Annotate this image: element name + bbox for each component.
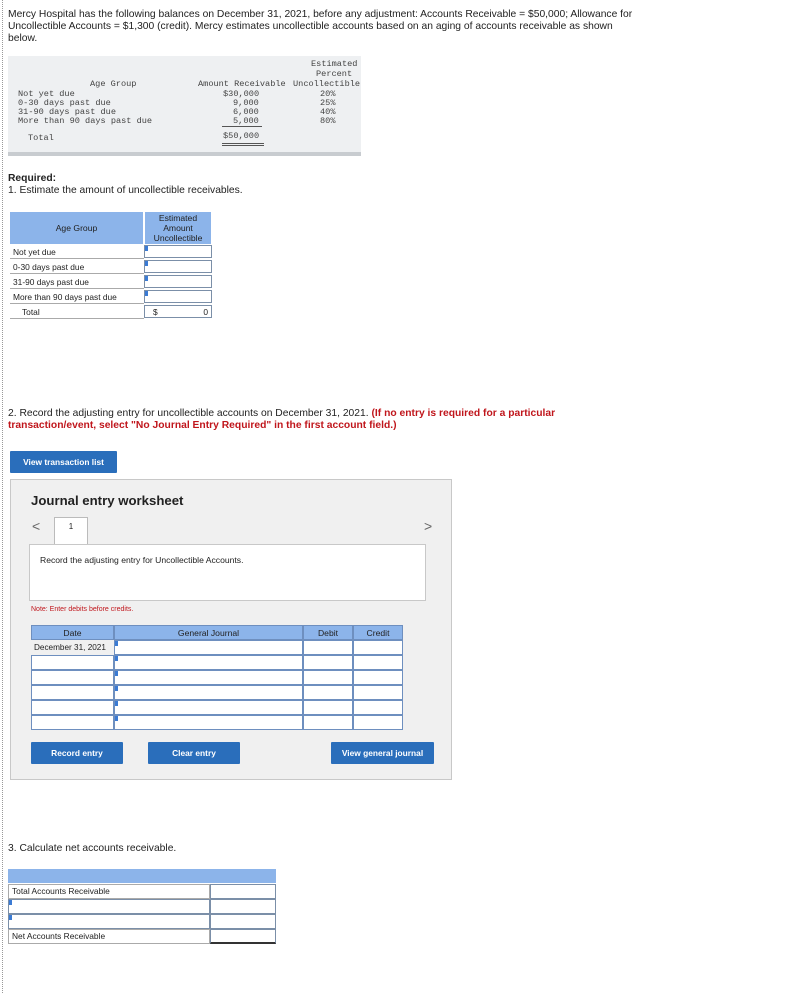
table-row	[10, 245, 210, 259]
credit-field[interactable]	[353, 670, 403, 685]
blank-label-input[interactable]	[8, 899, 210, 914]
net-ar-input[interactable]	[210, 929, 276, 944]
required-title: Required:	[8, 173, 57, 184]
aging-row-amount: 6,000	[233, 107, 259, 117]
date-cell	[31, 670, 114, 685]
date-cell	[31, 715, 114, 730]
input-marker	[145, 261, 148, 266]
aging-col-pct-line3: Uncollectible	[293, 79, 361, 89]
credit-field[interactable]	[353, 715, 403, 730]
aging-col-group: Age Group	[90, 79, 137, 89]
aging-row-amount: 5,000	[233, 116, 259, 126]
estimate-input[interactable]	[144, 275, 212, 288]
total-ar-input[interactable]	[210, 884, 276, 899]
date-cell: December 31, 2021	[34, 643, 106, 652]
credit-field[interactable]	[353, 685, 403, 700]
date-cell	[31, 685, 114, 700]
col-credit: Credit	[353, 625, 403, 640]
account-field[interactable]	[114, 685, 303, 700]
table-row	[10, 290, 210, 304]
aging-row-amount: $30,000	[223, 89, 260, 99]
row-label: Not yet due	[10, 245, 144, 259]
table-row	[10, 275, 210, 289]
input-marker	[115, 686, 118, 691]
debit-field[interactable]	[303, 640, 353, 655]
debit-field[interactable]	[303, 715, 353, 730]
clear-entry-button[interactable]: Clear entry	[148, 742, 240, 764]
debit-credit-note: Note: Enter debits before credits.	[31, 606, 134, 613]
debit-field[interactable]	[303, 670, 353, 685]
input-marker	[115, 656, 118, 661]
col-debit: Debit	[303, 625, 353, 640]
account-field[interactable]	[114, 640, 303, 655]
credit-field[interactable]	[353, 700, 403, 715]
net-table-header	[8, 869, 210, 883]
total-double-underline	[222, 143, 264, 144]
record-entry-button[interactable]: Record entry	[31, 742, 123, 764]
required-section	[8, 173, 243, 197]
aging-row-pct: 80%	[320, 116, 336, 126]
col-general-journal: General Journal	[114, 625, 303, 640]
input-marker	[115, 671, 118, 676]
blank-amount-input[interactable]	[210, 899, 276, 914]
date-cell	[31, 700, 114, 715]
account-field[interactable]	[114, 700, 303, 715]
blank-label-input[interactable]	[8, 914, 210, 929]
subtotal-underline	[222, 126, 262, 127]
input-marker	[115, 716, 118, 721]
requirement-3: 3. Calculate net accounts receivable.	[8, 843, 177, 854]
table-row	[10, 305, 210, 319]
credit-field[interactable]	[353, 655, 403, 670]
input-marker	[9, 900, 12, 905]
aging-row-pct: 40%	[320, 107, 336, 117]
account-field[interactable]	[114, 715, 303, 730]
aging-col-pct-line1: Estimated	[311, 59, 358, 69]
date-cell	[31, 655, 114, 670]
worksheet-description: Record the adjusting entry for Uncollectible Accounts.	[29, 544, 426, 601]
aging-row-group: More than 90 days past due	[18, 116, 153, 126]
row-label: 31-90 days past due	[10, 275, 144, 289]
aging-col-amount: Amount Receivable	[198, 79, 286, 89]
currency-symbol: $	[153, 307, 158, 317]
debit-field[interactable]	[303, 655, 353, 670]
view-general-journal-button[interactable]: View general journal	[331, 742, 434, 764]
account-field[interactable]	[114, 670, 303, 685]
view-transaction-list-button[interactable]: View transaction list	[10, 451, 117, 473]
input-marker	[145, 246, 148, 251]
aging-total-label: Total	[28, 133, 54, 143]
total-double-underline	[222, 145, 264, 146]
debit-field[interactable]	[303, 685, 353, 700]
estimate-header-amount: Estimated Amount Uncollectible	[145, 212, 211, 244]
aging-row-group: 0-30 days past due	[18, 98, 111, 108]
debit-field[interactable]	[303, 700, 353, 715]
estimate-total-cell	[144, 305, 212, 318]
total-label: Total	[10, 305, 144, 319]
journal-entry-worksheet	[10, 479, 452, 780]
requirement-2-note: (If no entry is required for a particular transaction/event, select "No Journal Entry Required" in the first account field.)	[8, 408, 556, 431]
input-marker	[145, 291, 148, 296]
input-marker	[115, 641, 118, 646]
estimate-total-value: 0	[203, 307, 208, 317]
estimate-input[interactable]	[144, 260, 212, 273]
aging-row-pct: 20%	[320, 89, 336, 99]
aging-table-bottom-bar	[8, 152, 361, 156]
requirement-2	[8, 408, 568, 432]
estimate-input[interactable]	[144, 290, 212, 303]
input-marker	[145, 276, 148, 281]
aging-col-pct-line2: Percent	[316, 69, 353, 79]
account-field[interactable]	[114, 655, 303, 670]
left-dotted-border	[2, 0, 3, 993]
aging-total-amount: $50,000	[223, 131, 260, 141]
aging-table	[8, 56, 361, 156]
requirement-2-text: 2. Record the adjusting entry for uncollectible accounts on December 31, 2021.	[8, 408, 369, 419]
problem-intro: Mercy Hospital has the following balances on December 31, 2021, before any adjustment: Accounts Receivable = $50,000; Allowance for Uncollectible Accounts = $1,300 (credit). Mercy estimates uncollectible accounts based on an aging of accounts receivable as shown below.	[8, 9, 633, 45]
requirement-1: 1. Estimate the amount of uncollectible receivables.	[8, 185, 243, 196]
worksheet-title: Journal entry worksheet	[31, 493, 184, 508]
credit-field[interactable]	[353, 640, 403, 655]
row-label: More than 90 days past due	[10, 290, 144, 304]
net-ar-label: Net Accounts Receivable	[8, 929, 210, 944]
aging-row-group: Not yet due	[18, 89, 75, 99]
input-marker	[115, 701, 118, 706]
aging-row-group: 31-90 days past due	[18, 107, 116, 117]
aging-row-pct: 25%	[320, 98, 336, 108]
blank-amount-input[interactable]	[210, 914, 276, 929]
table-row	[10, 260, 210, 274]
aging-row-amount: 9,000	[233, 98, 259, 108]
net-table-header	[210, 869, 276, 883]
input-marker	[9, 915, 12, 920]
chevron-right-icon[interactable]: >	[424, 518, 433, 534]
total-ar-label: Total Accounts Receivable	[8, 884, 210, 899]
row-label: 0-30 days past due	[10, 260, 144, 274]
estimate-input[interactable]	[144, 245, 212, 258]
tab-1[interactable]: 1	[54, 517, 88, 546]
col-date: Date	[31, 625, 114, 640]
chevron-left-icon[interactable]: <	[32, 518, 41, 534]
estimate-header-group: Age Group	[10, 212, 143, 244]
